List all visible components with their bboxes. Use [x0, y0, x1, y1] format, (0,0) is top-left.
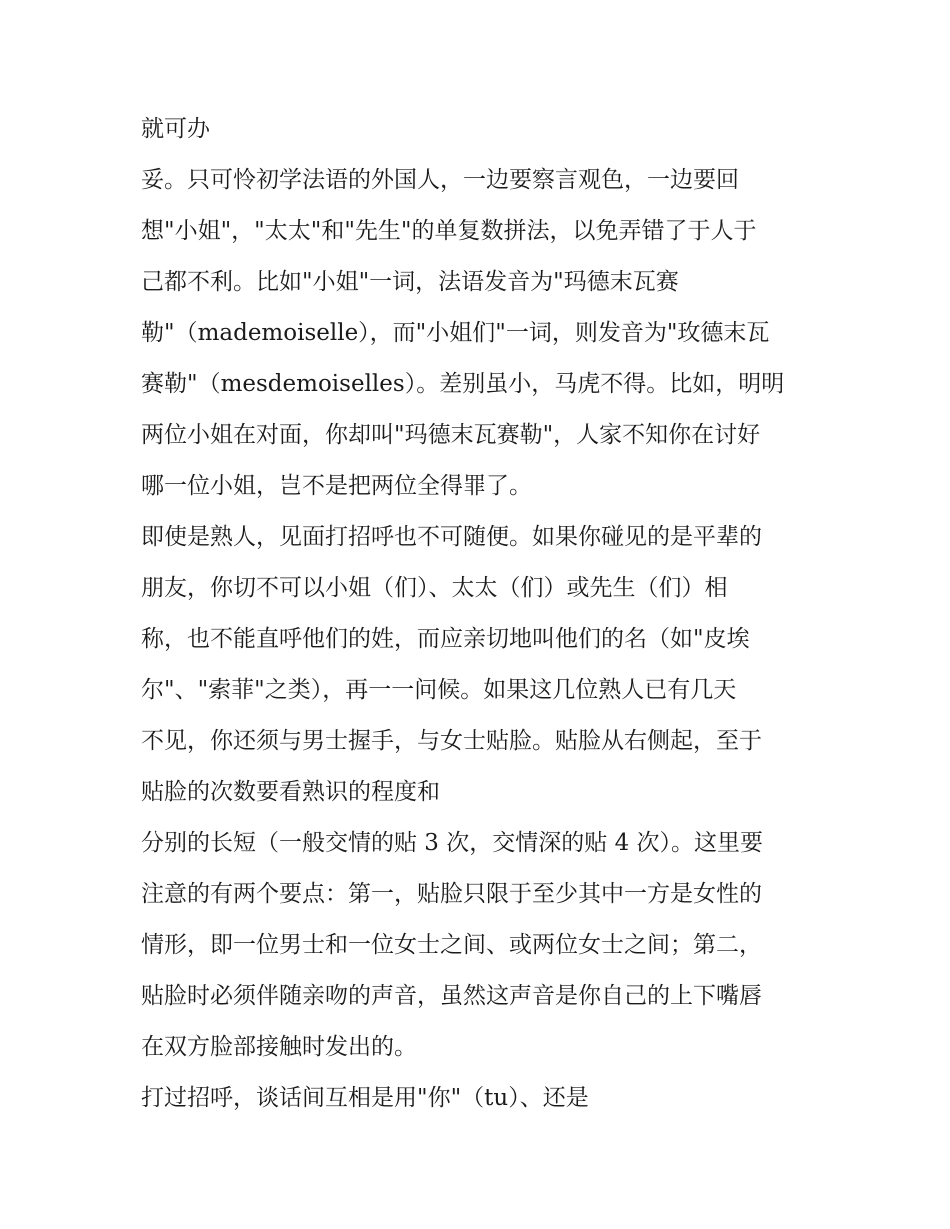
text-line: 赛勒"（mesdemoiselles）。差别虽小，马虎不得。比如，明明 — [141, 371, 785, 397]
text-line: 想"小姐"，"太太"和"先生"的单复数拼法，以免弄错了于人于 — [141, 218, 757, 244]
text-line: 注意的有两个要点：第一，贴脸只限于至少其中一方是女性的 — [141, 881, 762, 907]
text-line: 就可办 — [141, 116, 210, 142]
text-line: 贴脸的次数要看熟识的程度和 — [141, 779, 440, 805]
text-line: 不见，你还须与男士握手，与女士贴脸。贴脸从右侧起，至于 — [141, 728, 762, 754]
text-line: 情形，即一位男士和一位女士之间、或两位女士之间；第二， — [141, 932, 762, 958]
text-line: 即使是熟人，见面打招呼也不可随便。如果你碰见的是平辈的 — [141, 524, 762, 550]
body-text — [141, 104, 831, 1124]
text-line: 勒"（mademoiselle），而"小姐们"一词，则发音为"玫德末瓦 — [141, 320, 770, 346]
text-line: 分别的长短（一般交情的贴 3 次，交情深的贴 4 次）。这里要 — [141, 830, 764, 856]
text-line: 打过招呼，谈话间互相是用"你"（tu）、还是 — [141, 1085, 589, 1111]
text-line: 贴脸时必须伴随亲吻的声音，虽然这声音是你自己的上下嘴唇 — [141, 983, 762, 1009]
text-line: 妥。只可怜初学法语的外国人，一边要察言观色，一边要回 — [141, 167, 739, 193]
text-line: 己都不利。比如"小姐"一词，法语发音为"玛德末瓦赛 — [141, 269, 679, 295]
text-line: 两位小姐在对面，你却叫"玛德末瓦赛勒"，人家不知你在讨好 — [141, 422, 761, 448]
text-line: 哪一位小姐，岂不是把两位全得罪了。 — [141, 473, 532, 499]
text-line: 尔"、"索菲"之类），再一一问候。如果这几位熟人已有几天 — [141, 677, 737, 703]
text-line: 在双方脸部接触时发出的。 — [141, 1034, 417, 1060]
text-line: 称，也不能直呼他们的姓，而应亲切地叫他们的名（如"皮埃 — [141, 626, 750, 652]
text-line: 朋友，你切不可以小姐（们）、太太（们）或先生（们）相 — [141, 575, 728, 601]
